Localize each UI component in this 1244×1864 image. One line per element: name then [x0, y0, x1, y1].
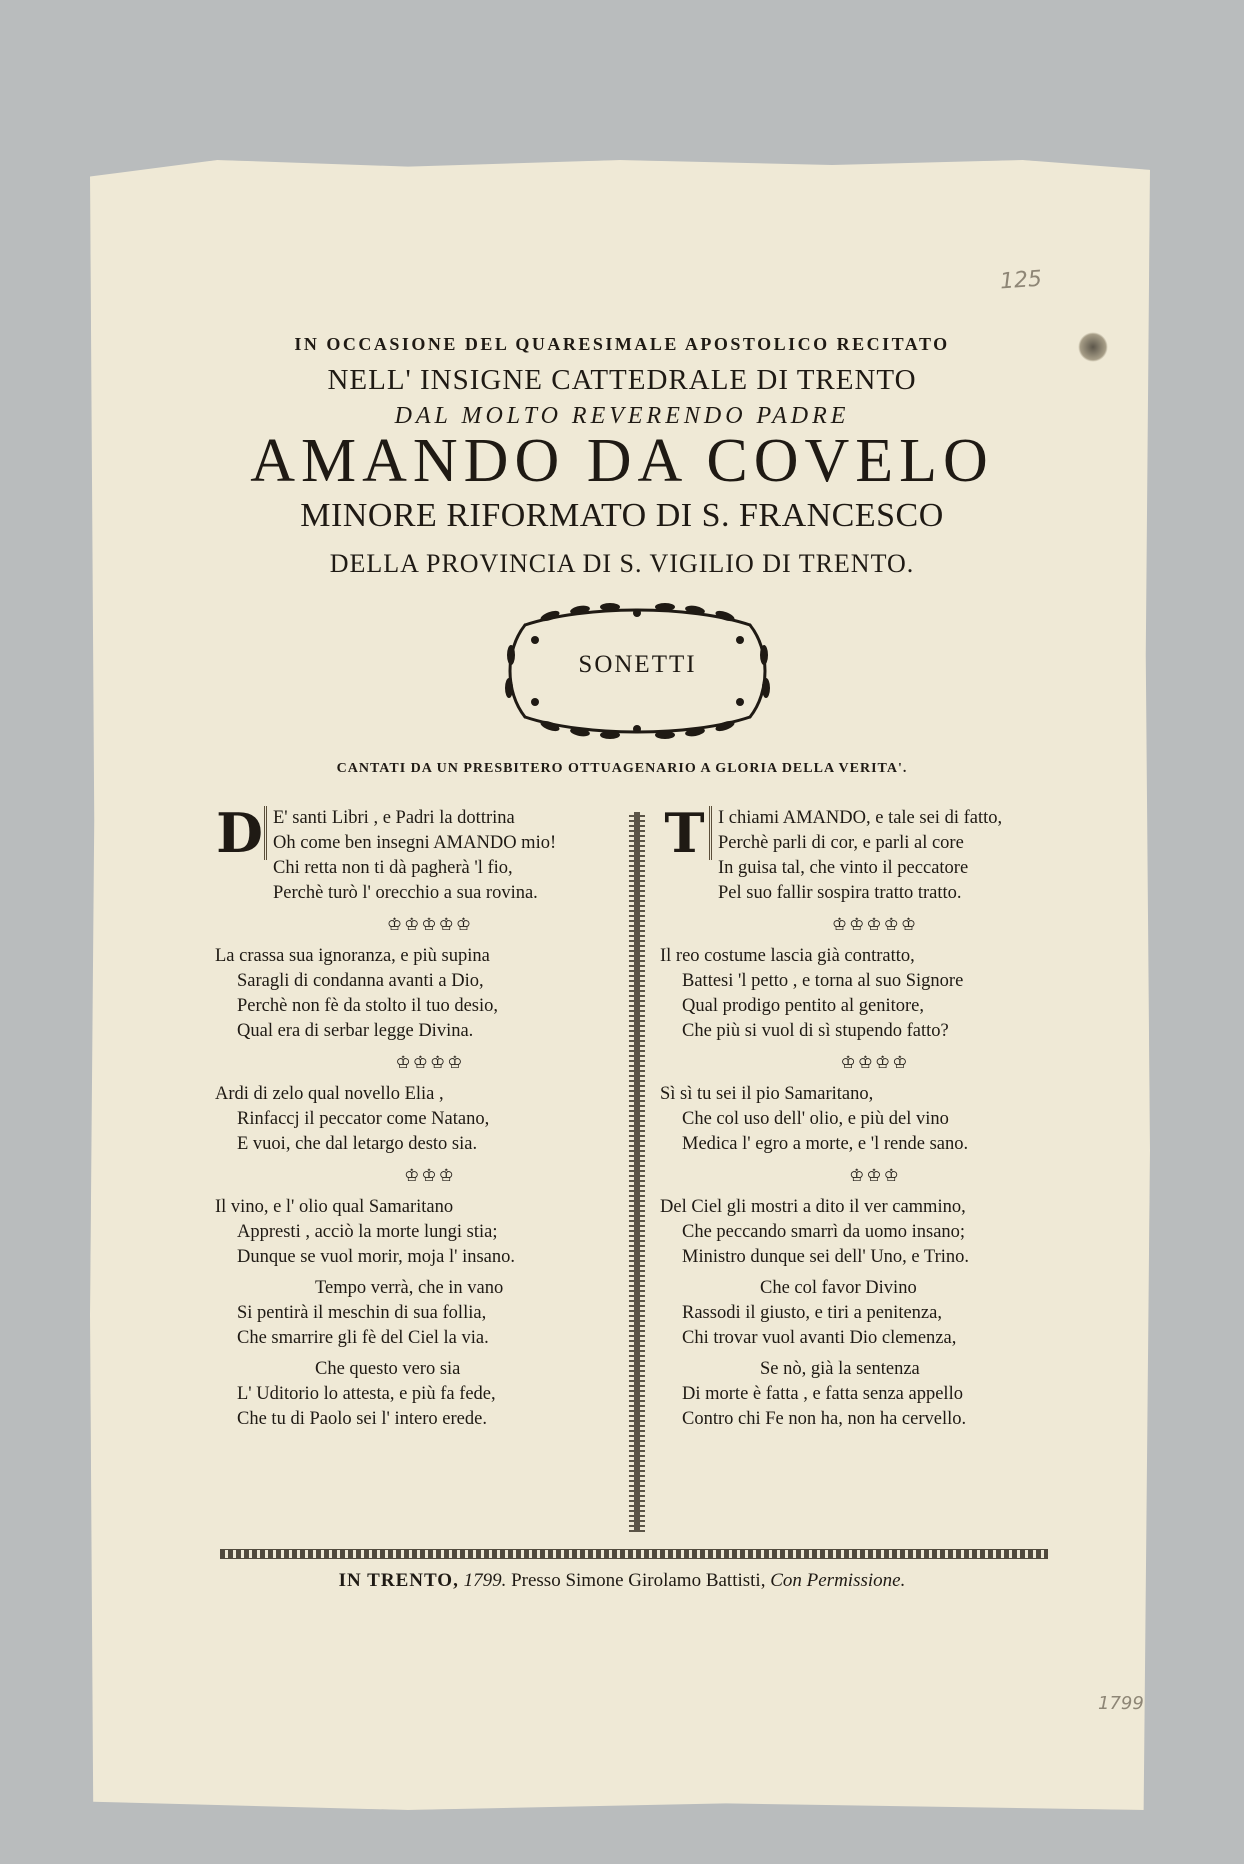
verse-line: Contro chi Fe non ha, non ha cervello.: [682, 1409, 967, 1429]
imprint-permission: Con Permissione.: [770, 1570, 906, 1591]
verse-line: Ministro dunque sei dell' Uno, e Trino.: [682, 1247, 970, 1267]
verse-line: Chi retta non ti dà pagherà 'l fio,: [273, 858, 513, 878]
imprint-year: 1799.: [463, 1570, 507, 1591]
subtitle-dedication: CANTATI DA UN PRESBITERO OTTUAGENARIO A GLORIA DELLA VERITA'.: [336, 761, 908, 776]
verse-line: Oh come ben insegni AMANDO mio!: [273, 833, 557, 853]
verse-line: Saragli di condanna avanti a Dio,: [237, 971, 484, 991]
verse-line: Si pentirà il meschin di sua follia,: [237, 1303, 487, 1323]
verse-line: Il vino, e l' olio qual Samaritano: [215, 1197, 454, 1217]
sonnet-left-column: [215, 801, 645, 1432]
stanza-quatrain-1: [660, 801, 1090, 906]
verse-line: Se nò, già la sentenza: [760, 1359, 920, 1379]
header-line-cathedral: NELL' INSIGNE CATTEDRALE DI TRENTO: [327, 364, 917, 396]
stanza-tercet-1: [215, 1082, 645, 1157]
header-line-reverend: DAL MOLTO REVERENDO PADRE: [394, 403, 850, 429]
pencil-sheet-number: 125: [999, 266, 1043, 295]
crown-ornament: ♔♔♔♔: [395, 1053, 465, 1072]
verse-line: Rinfaccj il peccator come Natano,: [237, 1109, 490, 1129]
stanza-quatrain-2: [215, 944, 645, 1044]
crown-ornament: ♔♔♔♔♔: [831, 915, 919, 934]
crown-ornament: ♔♔♔: [404, 1166, 456, 1185]
verse-line: I chiami AMANDO, e tale sei di fatto,: [718, 808, 1003, 828]
verse-line: Rassodi il giusto, e tiri a penitenza,: [682, 1303, 942, 1323]
drop-cap-initial: D: [215, 806, 267, 860]
stanza-quatrain-2: [660, 944, 1090, 1044]
imprint-city: IN TRENTO,: [338, 1570, 459, 1591]
verse-line: Appresti , acciò la morte lungi stia;: [237, 1222, 498, 1242]
verse-line: Medica l' egro a morte, e 'l rende sano.: [682, 1134, 969, 1154]
verse-line: La crassa sua ignoranza, e più supina: [215, 946, 490, 966]
stanza-coda-2: [215, 1357, 645, 1432]
verse-line: Il reo costume lascia già contratto,: [660, 946, 915, 966]
header-province: DELLA PROVINCIA DI S. VIGILIO DI TRENTO.: [329, 549, 915, 578]
verse-line: Che smarrire gli fè del Ciel la via.: [237, 1328, 489, 1348]
verse-line: In guisa tal, che vinto il peccatore: [718, 858, 969, 878]
printer-imprint: [0, 1570, 1244, 1592]
header-name: AMANDO DA COVELO: [250, 427, 994, 495]
stanza-tercet-2: [660, 1195, 1090, 1270]
pencil-year-note: 1799: [1098, 1693, 1144, 1714]
verse-line: Che tu di Paolo sei l' intero erede.: [237, 1409, 487, 1429]
stanza-quatrain-1: [215, 801, 645, 906]
verse-line: Qual prodigo pentito al genitore,: [682, 996, 924, 1016]
verse-line: E' santi Libri , e Padri la dottrina: [273, 808, 515, 828]
wreath-label: SONETTI: [578, 651, 697, 678]
stanza-tercet-1: [660, 1082, 1090, 1157]
drop-cap-initial: T: [660, 806, 712, 860]
verse-line: Perchè turò l' orecchio a sua rovina.: [273, 883, 538, 903]
verse-line: Che più si vuol di sì stupendo fatto?: [682, 1021, 949, 1041]
verse-line: Di morte è fatta , e fatta senza appello: [682, 1384, 963, 1404]
stanza-coda-1: [215, 1276, 645, 1351]
verse-line: Tempo verrà, che in vano: [315, 1278, 504, 1298]
stanza-coda-2: [660, 1357, 1090, 1432]
crown-ornament: ♔♔♔♔♔: [386, 915, 474, 934]
stanza-tercet-2: [215, 1195, 645, 1270]
sonnet-right-column: [660, 801, 1090, 1432]
verse-line: Che questo vero sia: [315, 1359, 461, 1379]
verse-line: Che col uso dell' olio, e più del vino: [682, 1109, 949, 1129]
verse-line: Che peccando smarrì da uomo insano;: [682, 1222, 966, 1242]
verse-line: Sì sì tu sei il pio Samaritano,: [660, 1084, 874, 1104]
stanza-coda-1: [660, 1276, 1090, 1351]
verse-line: Chi trovar vuol avanti Dio clemenza,: [682, 1328, 957, 1348]
verse-line: Del Ciel gli mostri a dito il ver cammino,: [660, 1197, 966, 1217]
verse-line: Perchè parli di cor, e parli al core: [718, 833, 964, 853]
crown-ornament: ♔♔♔♔: [840, 1053, 910, 1072]
crown-ornament: ♔♔♔: [849, 1166, 901, 1185]
verse-line: Battesi 'l petto , e torna al suo Signore: [682, 971, 964, 991]
verse-line: Qual era di serbar legge Divina.: [237, 1021, 474, 1041]
verse-line: Che col favor Divino: [760, 1278, 917, 1298]
verse-line: Perchè non fè da stolto il tuo desio,: [237, 996, 499, 1016]
footer-ornamental-rule: [220, 1549, 1048, 1559]
verse-line: E vuoi, che dal letargo desto sia.: [237, 1134, 478, 1154]
verse-line: L' Uditorio lo attesta, e più fa fede,: [237, 1384, 496, 1404]
imprint-printer: Presso Simone Girolamo Battisti,: [511, 1570, 766, 1591]
header-line-occasion: IN OCCASIONE DEL QUARESIMALE APOSTOLICO RECITATO: [294, 334, 950, 354]
verse-line: Ardi di zelo qual novello Elia ,: [215, 1084, 444, 1104]
verse-line: Pel suo fallir sospira tratto tratto.: [718, 883, 962, 903]
header-order: MINORE RIFORMATO DI S. FRANCESCO: [300, 497, 944, 534]
verse-line: Dunque se vuol morir, moja l' insano.: [237, 1247, 515, 1267]
